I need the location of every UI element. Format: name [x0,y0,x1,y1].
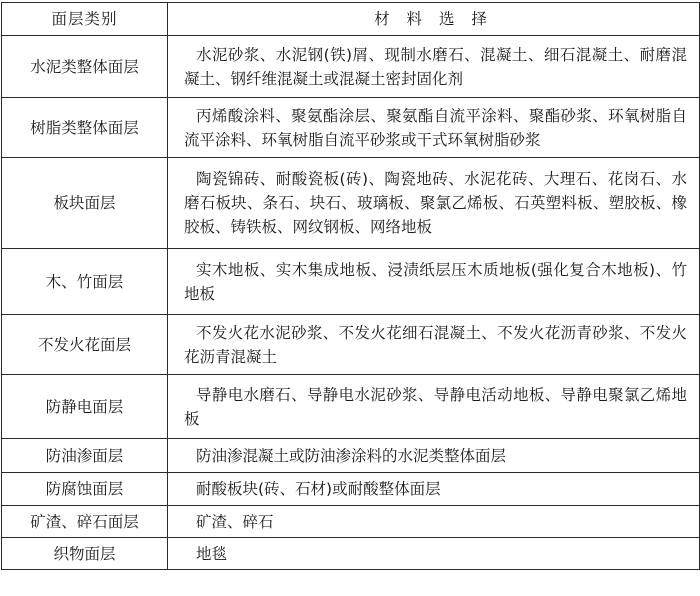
materials-text: 实木地板、实木集成地板、浸渍纸层压木质地板(强化复合木地板)、竹地板 [184,260,687,303]
table-row [2,439,700,473]
table-row [2,158,700,249]
table-row [2,98,700,158]
materials-cell [168,249,700,315]
materials-text: 地毯 [196,544,228,563]
category-cell: 矿渣、碎石面层 [2,506,168,538]
header-row [2,3,700,36]
category-cell: 树脂类整体面层 [2,98,168,158]
category-cell: 水泥类整体面层 [2,36,168,98]
table-row [2,249,700,315]
header-materials: 材 料 选 择 [168,3,700,36]
materials-text: 耐酸板块(砖、石材)或耐酸整体面层 [196,480,441,498]
table-row [2,506,700,538]
materials-text: 不发火花水泥砂浆、不发火花细石混凝土、不发火花沥青砂浆、不发火花沥青混凝土 [184,323,687,366]
materials-cell [168,315,700,375]
category-cell: 防腐蚀面层 [2,473,168,506]
category-cell: 木、竹面层 [2,249,168,315]
category-cell: 板块面层 [2,158,168,249]
table-row [2,538,700,570]
materials-cell [168,375,700,439]
materials-cell [168,36,700,98]
category-cell: 防油渗面层 [2,439,168,473]
materials-text: 丙烯酸涂料、聚氨酯涂层、聚氨酯自流平涂料、聚酯砂浆、环氧树脂自流平涂料、环氧树脂自流平砂浆或干式环氧树脂砂浆 [184,106,687,149]
table-row [2,473,700,506]
materials-cell [168,473,700,506]
materials-text: 防油渗混凝土或防油渗涂料的水泥类整体面层 [196,446,507,465]
materials-cell [168,538,700,570]
table-row [2,36,700,98]
table-row [2,315,700,375]
materials-cell [168,158,700,249]
materials-cell [168,98,700,158]
category-cell: 不发火花面层 [2,315,168,375]
category-cell: 织物面层 [2,538,168,570]
materials-text: 导静电水磨石、导静电水泥砂浆、导静电活动地板、导静电聚氯乙烯地板 [184,385,687,428]
materials-text: 水泥砂浆、水泥钢(铁)屑、现制水磨石、混凝土、细石混凝土、耐磨混凝土、钢纤维混凝土或混凝土密封固化剂 [184,45,687,88]
materials-text: 陶瓷锦砖、耐酸瓷板(砖)、陶瓷地砖、水泥花砖、大理石、花岗石、水磨石板块、条石、块石、玻璃板、聚氯乙烯板、石英塑料板、塑胶板、橡胶板、铸铁板、网纹钢板、网络地板 [184,170,687,236]
floor-materials-table [1,2,700,570]
materials-cell [168,439,700,473]
table-row [2,375,700,439]
header-category: 面层类别 [2,3,168,36]
materials-cell [168,506,700,538]
category-cell: 防静电面层 [2,375,168,439]
materials-text: 矿渣、碎石 [196,512,274,531]
